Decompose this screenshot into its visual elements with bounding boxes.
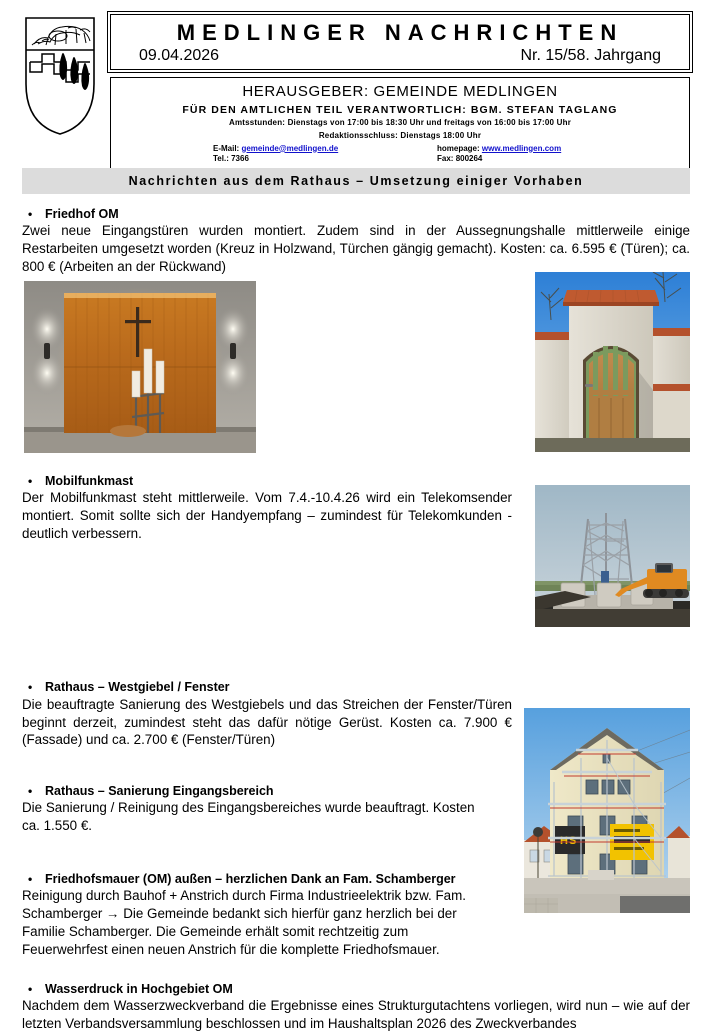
item-heading (0, 206, 712, 222)
bullet-icon: • (28, 784, 33, 799)
section-header-text: Nachrichten aus dem Rathaus – Umsetzung einiger Vorhaben (128, 174, 584, 188)
item-label: Wasserdruck in Hochgebiet OM (45, 981, 233, 996)
bullet-icon: • (28, 872, 33, 887)
title-box (110, 14, 690, 70)
item-body: Zwei neue Eingangstüren wurden montiert. Zudem sind in der Aussegnungshalle mittlerweile einige Restarbeiten umgesetzt worden (Kreuz in Holzwand, Türchen gängig gemacht). Kosten: ca. 6.595 € (Türen); ca. 800 € (Arbeiten an der Rückwand) (22, 223, 690, 274)
editorial-deadline: Redaktionsschluss: Dienstags 18:00 Uhr (318, 130, 482, 140)
article-item-wasserdruck (0, 981, 712, 1033)
item-label: Rathaus – Sanierung Eingangsbereich (45, 784, 274, 799)
article-item-rathaus-westgiebel (0, 679, 712, 749)
office-hours: Amtsstunden: Dienstags von 17:00 bis 18:30 Uhr und freitags von 16:00 bis 17:00 Uhr (228, 118, 572, 128)
bullet-icon: • (28, 981, 33, 996)
svg-text:H: H (560, 835, 568, 847)
item-body: Nachdem dem Wasserzweckverband die Ergebnisse eines Strukturgutachtens vorliegen, wird nun – wie auf der letzten Verbandsversammlung beschlossen und im Haushaltsplan 2026 des Zweckverbandes (22, 997, 690, 1031)
publisher-name: HERAUSGEBER: GEMEINDE MEDLINGEN (242, 83, 558, 101)
item-heading (0, 981, 712, 997)
section-header-bar (22, 168, 690, 194)
email-cell (213, 144, 363, 155)
email-label: E-Mail: (213, 143, 240, 153)
phone-value: 7366 (231, 154, 249, 164)
masthead (0, 0, 712, 164)
issue-line (121, 45, 679, 65)
article-item-friedhofsmauer (0, 871, 712, 959)
item-body: Die beauftragte Sanierung des Westgiebels und das Streichen der Fenster/Türen beginnt derzeit, zumindest steht das dafür nötige Gerüst. Kosten ca. 7.900 € (Fassade) und ca. 2.700 € (Fenster/Türen) (22, 696, 512, 748)
article-item-mobilfunkmast (0, 473, 712, 543)
contact-row-phone (119, 154, 681, 165)
bullet-icon: • (28, 680, 33, 695)
article-item-rathaus-eingangsbereich (0, 783, 712, 835)
phone-label: Tel.: (213, 154, 229, 164)
item-label: Rathaus – Westgiebel / Fenster (45, 680, 230, 695)
responsible-person: FÜR DEN AMTLICHEN TEIL VERANTWORTLICH: BGM. STEFAN TAGLANG (182, 104, 618, 117)
email-link[interactable]: gemeinde@medlingen.de (241, 143, 339, 153)
homepage-label: homepage: (437, 143, 480, 153)
phone-cell (213, 154, 363, 165)
page-title: MEDLINGER NACHRICHTEN (176, 20, 624, 45)
issue-date: 09.04.2026 (139, 47, 220, 65)
item-heading (0, 679, 712, 695)
issue-number: Nr. 15/58. Jahrgang (520, 47, 661, 65)
item-body: Reinigung durch Bauhof + Anstrich durch Firma Industrieelektrik bzw. Fam. Schamberger → Die Gemeinde bedankt sich hierfür ganz herzlich bei der Familie Schamberger. Die Gemeinde erhält somit rechtzeitig zum Feuerwehrfest einen neuen Anstrich für die komplette Friedhofsmauer. (22, 888, 466, 957)
contact-row-email (119, 144, 681, 155)
item-heading (0, 871, 712, 887)
item-body: Der Mobilfunkmast steht mittlerweile. Vom 7.4.-10.4.26 wird ein Telekomsender montiert. Somit sollte sich der Handyempfang – zumindest für Telekomkunden - deutlich verbessern. (22, 489, 512, 541)
item-heading (0, 783, 712, 799)
item-label: Friedhofsmauer (OM) außen – herzlichen Dank an Fam. Schamberger (45, 872, 456, 887)
item-label: Friedhof OM (45, 207, 119, 221)
fax-value: 800264 (455, 154, 483, 164)
fax-label: Fax: (437, 154, 454, 164)
fax-cell (437, 154, 587, 165)
homepage-cell (437, 144, 587, 155)
publisher-box (110, 77, 690, 171)
bullet-icon: • (28, 207, 33, 221)
item-body: Die Sanierung / Reinigung des Eingangsbereiches wurde beauftragt. Kosten ca. 1.550 €. (22, 800, 475, 834)
article-item-friedhof-om (0, 206, 712, 276)
homepage-link[interactable]: www.medlingen.com (481, 143, 562, 153)
contact-block (119, 144, 681, 166)
item-heading (0, 473, 712, 489)
masthead-boxes (110, 14, 690, 171)
coat-of-arms-icon (22, 14, 98, 138)
bullet-icon: • (28, 473, 33, 488)
article-content (0, 200, 712, 1033)
item-label: Mobilfunkmast (45, 473, 134, 488)
svg-text:S: S (569, 835, 577, 847)
